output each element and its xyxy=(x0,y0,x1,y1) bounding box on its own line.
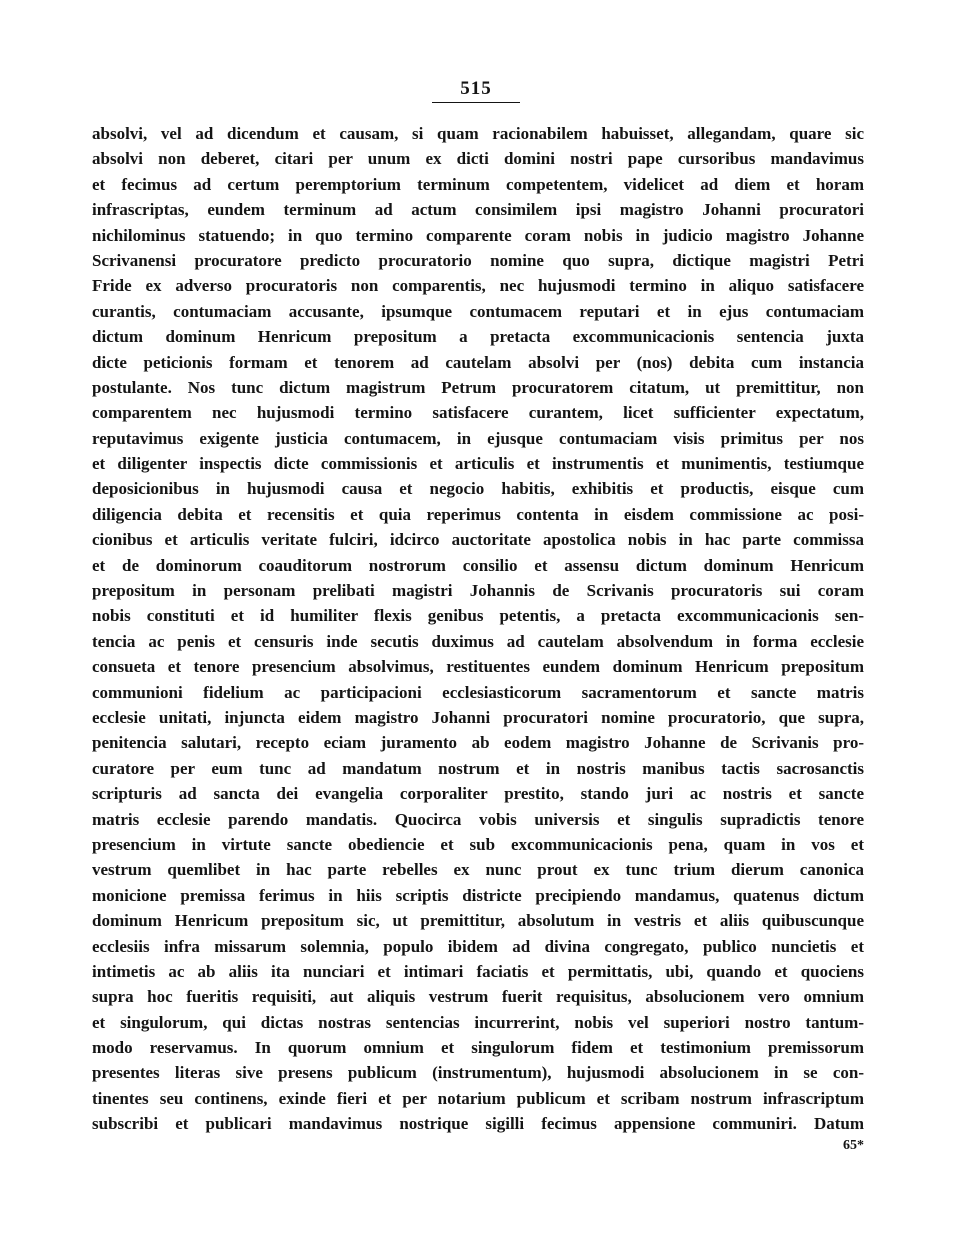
text-line: tinentes seu continens, exinde fieri et per notarium publicum et scribam nostrum infrascriptum xyxy=(92,1088,864,1108)
text-line: ecclesie unitati, injuncta eidem magistro Johanni procuratori nomine procuratorio, que supra, xyxy=(92,707,864,727)
text-line: vestrum quemlibet in hac parte rebelles ex nunc prout ex tunc trium dierum canonica xyxy=(92,860,864,880)
text-line: dominum Henricum prepositum sic, ut premittitur, absolutum in vestris et aliis quibuscunque xyxy=(92,911,864,931)
text-line: postulante. Nos tunc dictum magistrum Petrum procuratorem citatum, ut premittitur, non xyxy=(92,377,864,397)
text-line: et de dominorum coauditorum nostrorum consilio et assensu dictum dominum Henricum xyxy=(92,555,864,575)
text-line: presencium in virtute sancte obediencie et sub excommunicacionis pena, quam in vos et xyxy=(92,834,864,854)
text-line: tencia ac penis et censuris inde secutis duximus ad cautelam absolvendum in forma ecclesie xyxy=(92,631,864,651)
text-line: Scrivanensi procuratore predicto procuratorio nomine quo supra, dictique magistri Petri xyxy=(92,250,864,270)
text-line: comparentem nec hujusmodi termino satisfacere curantem, licet sufficienter expectatum, xyxy=(92,403,864,423)
page-number: 515 xyxy=(460,78,492,99)
text-line: intimetis ac ab aliis ita nunciari et intimari faciatis et permittatis, ubi, quando et quociens xyxy=(92,961,864,981)
text-line: absolvi non deberet, citari per unum ex dicti domini nostri pape cursoribus mandavimus xyxy=(92,149,864,169)
text-line: dictum dominum Henricum prepositum a pretacta excommunicacionis sentencia juxta xyxy=(92,327,864,347)
text-line: nobis constituti et id humiliter flexis genibus petentis, a pretacta excommunicacionis sen- xyxy=(92,606,864,626)
text-line: dicte peticionis formam et tenorem ad cautelam absolvi per (nos) debita cum instancia xyxy=(92,352,864,372)
page-number-rule xyxy=(432,102,520,103)
text-line: curatore per eum tunc ad mandatum nostrum et in nostris manibus tactis sacrosanctis xyxy=(92,758,864,778)
text-line: penitencia salutari, recepto eciam juramento ab eodem magistro Johanne de Scrivanis pro- xyxy=(92,733,864,753)
text-line: curantis, contumaciam accusante, ipsumque contumacem reputari et in ejus contumaciam xyxy=(92,301,864,321)
text-line: et fecimus ad certum peremptorium terminum competentem, videlicet ad diem et horam xyxy=(92,174,864,194)
signature-mark: 65* xyxy=(843,1138,864,1153)
text-line: monicione premissa ferimus in hiis scriptis districte precipiendo mandamus, quatenus dictum xyxy=(92,885,864,905)
text-line: consueta et tenore presencium absolvimus, restituentes eundem dominum Henricum prepositum xyxy=(92,657,864,677)
text-line: reputavimus exigente justicia contumacem, in ejusque contumaciam visis primitus per nos xyxy=(92,428,864,448)
text-line: communioni fidelium ac participacioni ecclesiasticorum sacramentorum et sancte matris xyxy=(92,682,864,702)
text-line: absolvi, vel ad dicendum et causam, si quam racionabilem habuisset, allegandam, quare sic xyxy=(92,124,864,143)
text-line: et singulorum, qui dictas nostras sentencias incurrerint, nobis vel superiori nostro tantum- xyxy=(92,1012,864,1032)
text-line: presentes literas sive presens publicum (instrumentum), hujusmodi absolucionem in se con- xyxy=(92,1063,864,1083)
body-text xyxy=(92,121,864,1137)
text-line: subscribi et publicari mandavimus nostrique sigilli fecimus appensione communiri. Datum xyxy=(92,1114,864,1134)
text-line: Fride ex adverso procuratoris non comparentis, nec hujusmodi termino in aliquo satisfacere xyxy=(92,276,864,296)
text-line: scripturis ad sancta dei evangelia corporaliter prestito, stando juri ac nostris et sancte xyxy=(92,784,864,804)
text-line: nichilominus statuendo; in quo termino comparente coram nobis in judicio magistro Johanne xyxy=(92,225,864,245)
text-line: infrascriptas, eundem terminum ad actum consimilem ipsi magistro Johanni procuratori xyxy=(92,200,864,220)
text-line: cionibus et articulis veritate fulciri, idcirco auctoritate apostolica nobis in hac parte commissa xyxy=(92,530,864,550)
text-line: ecclesiis infra missarum solemnia, populo ibidem ad divina congregato, publico nuncietis et xyxy=(92,936,864,956)
text-line: prepositum in personam prelibati magistri Johannis de Scrivanis procuratoris sui coram xyxy=(92,581,864,601)
text-line: modo reservamus. In quorum omnium et singulorum fidem et testimonium premissorum xyxy=(92,1038,864,1058)
text-line: et diligenter inspectis dicte commissionis et articulis et instrumentis et munimentis, testiumque xyxy=(92,454,864,474)
text-line: supra hoc fueritis requisiti, aut aliquis vestrum fuerit requisitus, absolucionem vero omnium xyxy=(92,987,864,1007)
text-line: matris ecclesie parendo mandatis. Quocirca vobis universis et singulis supradictis tenore xyxy=(92,809,864,829)
text-line: deposicionibus in hujusmodi causa et negocio habitis, exhibitis et productis, eisque cum xyxy=(92,479,864,499)
text-line: diligencia debita et recensitis et quia reperimus contenta in eisdem commissione ac posi- xyxy=(92,504,864,524)
